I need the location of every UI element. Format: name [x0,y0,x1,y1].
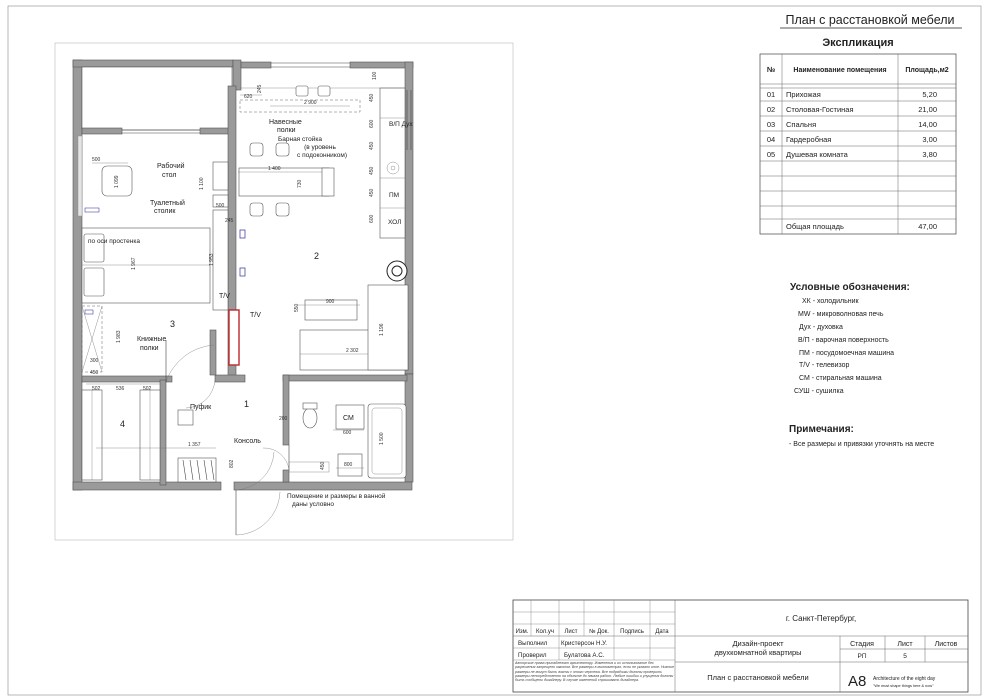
legend [790,281,910,395]
stamp-header: Лист [564,629,578,635]
dimension-value: 1 357 [188,442,201,448]
room-number-2: 2 [314,251,320,261]
dimension-value: 900 [326,299,335,305]
notes [789,424,934,448]
room-number-4: 4 [120,419,126,429]
legend-item: ХК - холодильник [802,298,859,305]
dimension-value: 450 [369,188,375,197]
stamp-person: Булатова А.С. [564,652,605,659]
dimension-value: 800 [344,462,353,468]
stamp-header: Кол.уч [536,629,554,635]
dimension-value: 1 500 [379,432,385,445]
dressing-table-label: Туалетный столик [150,200,185,215]
stamp-stage: РП [857,653,867,660]
sheet-title: План с расстановкой мебели [785,13,955,27]
tv-label-a: T/V [219,293,230,300]
dimension-value: 300 [90,358,99,364]
dimension-value: 1 100 [199,177,205,190]
toilet [303,408,317,428]
dimension-value: 802 [229,459,235,468]
dimension-value: 1 983 [116,330,122,343]
explication-heading: Экспликация [822,37,894,49]
stamp-copyright-box [515,661,674,692]
stamp-header: № Док. [589,629,609,635]
legend-heading: Условные обозначения: [790,282,910,293]
stamp-sheet-label: Лист [897,641,913,648]
title-block [513,600,968,692]
studio-subline: "We must shape things here & now" [873,684,934,688]
dimension-value: 502 [92,386,101,392]
studio-logo: A8 [848,673,867,690]
bar-counter-label: Барная стойка (в уровень с подоконником) [277,136,347,159]
col-name-header: Наименование помещения [793,67,887,74]
table-row-area: 5,20 [922,90,937,99]
room-number-3: 3 [170,319,176,329]
table-row-area: 21,00 [918,105,937,114]
floor-plan [55,43,513,540]
wall-axis-label: по оси простенка [88,238,140,245]
dimension-value: 600 [343,430,352,436]
studio-tagline: Architecture of the eight day [873,676,936,682]
bath-note-label: Помещение и размеры в ванной даны условно [287,493,386,508]
table-row-area: 3,80 [922,150,937,159]
table-row-name: Гардеробная [786,135,832,144]
bar-counter [239,86,334,216]
tv-label-b: T/V [250,312,261,319]
stamp-sheets-label: Листов [934,641,958,648]
console-label: Консоль [234,438,261,445]
dimension-value: 200 [279,416,288,422]
dimension-value: 600 [369,119,375,128]
vp-duh-label: В/П Дух [389,121,413,128]
dimension-value: 730 [297,179,303,188]
table-row-num: 01 [766,90,776,99]
table-row-name: Душевая комната [786,150,848,159]
dimension-value: 2 302 [346,348,359,354]
dimension-value: 1 099 [114,175,120,188]
book-shelves-label: Книжные полки [137,336,167,352]
table-row-num: 03 [766,120,776,129]
explication-table [760,37,956,234]
dimension-value: 100 [372,71,378,80]
dimension-value: 536 [116,386,125,392]
dimension-value: 1 967 [131,257,137,270]
legend-item: В/П - варочная поверхность [798,337,889,344]
legend-item: СУШ - сушилка [794,388,844,395]
dimension-value: 245 [257,84,263,93]
total-area-value: 47,00 [918,222,937,231]
col-num-header: № [766,65,776,74]
stamp-copyright: Авторские права принадлежат архитектору. Изменения и их использование без разрешения запрещено законом. Все размеры в миллиметрах, если не указано иное. Нижние размеры не могут быть взяты с этого чертежа. Все подрядчики должны проверить размеры непосредственно на объекте до начала работ. Любые ошибки и упущения должны быть сообщены дизайнеру. В случае изменений спрашивать дизайнера. [515,661,674,683]
dimension-value: 1 196 [379,323,385,336]
stamp-role: Проверил [518,652,547,659]
pouf [178,410,193,425]
note-item: - Все размеры и привязки уточнять на месте [789,441,935,448]
table-row-num: 02 [766,105,776,114]
pouf-label: Пуфик [190,404,212,411]
dimension-value: 620 [244,94,253,100]
doors [166,340,289,535]
dimension-value: 450 [369,141,375,150]
legend-item: Дух - духовка [799,324,843,331]
dimension-value: 500 [92,157,101,163]
living-furniture [240,230,408,370]
stamp-role: Выполнил [518,640,548,647]
table-row-name: Прихожая [786,90,821,99]
table-row-name: Спальня [786,120,817,129]
legend-item: ПМ - посудомоечная машина [799,350,895,357]
notes-heading: Примечания: [789,424,854,435]
stamp-header: Изм. [515,629,529,635]
dimension-value: 450 [369,166,375,175]
stamp-project: Дизайн-проект двухкомнатной квартиры [714,639,802,657]
dimension-value: 450 [90,370,99,376]
legend-item: СМ - стиральная машина [799,375,882,382]
legend-item: T/V - телевизор [799,362,850,369]
table-row-name: Столовая-Гостиная [786,105,854,114]
room-number-1: 1 [244,399,250,409]
dimension-value: 1 400 [268,166,281,172]
stamp-stage-label: Стадия [850,641,874,648]
kitchen-counter [380,88,405,238]
stamp-header: Дата [655,629,669,635]
sm-label: СМ [343,415,354,422]
stamp-city: г. Санкт-Петербург, [785,614,857,623]
balcony-block [82,67,232,130]
col-area-header: Площадь,м2 [905,67,949,74]
dimension-value: 450 [320,461,326,470]
table-row-num: 04 [766,135,776,144]
hol-label: ХОЛ [388,219,402,226]
table-row-area: 3,00 [922,135,937,144]
legend-item: MW - микроволновая печь [798,311,884,318]
dimension-value: 600 [369,214,375,223]
hanging-shelves-label: Навесные полки [269,119,302,134]
shower-tray [368,404,406,478]
stamp-sheet-name: План с расстановкой мебели [707,673,809,682]
dimension-value: 1 953 [209,253,215,266]
total-area-label: Общая площадь [786,222,844,231]
dimension-value: 450 [369,93,375,102]
stamp-sheet: 5 [903,653,907,660]
work-table-label: Рабочий стол [157,163,185,179]
dimension-value: 500 [216,203,225,209]
dimension-value: 550 [294,303,300,312]
pm-label: ПМ [389,192,400,199]
table-row-area: 14,00 [918,120,937,129]
dimension-value: 2 900 [304,100,317,106]
table-row-num: 05 [766,150,776,159]
stamp-person: Кристерсон Н.У. [561,640,607,647]
stamp-header: Подпись [620,629,644,635]
tv-accent-wall [229,310,239,365]
dimension-value: 502 [143,386,152,392]
dimension-value: 245 [225,218,234,224]
